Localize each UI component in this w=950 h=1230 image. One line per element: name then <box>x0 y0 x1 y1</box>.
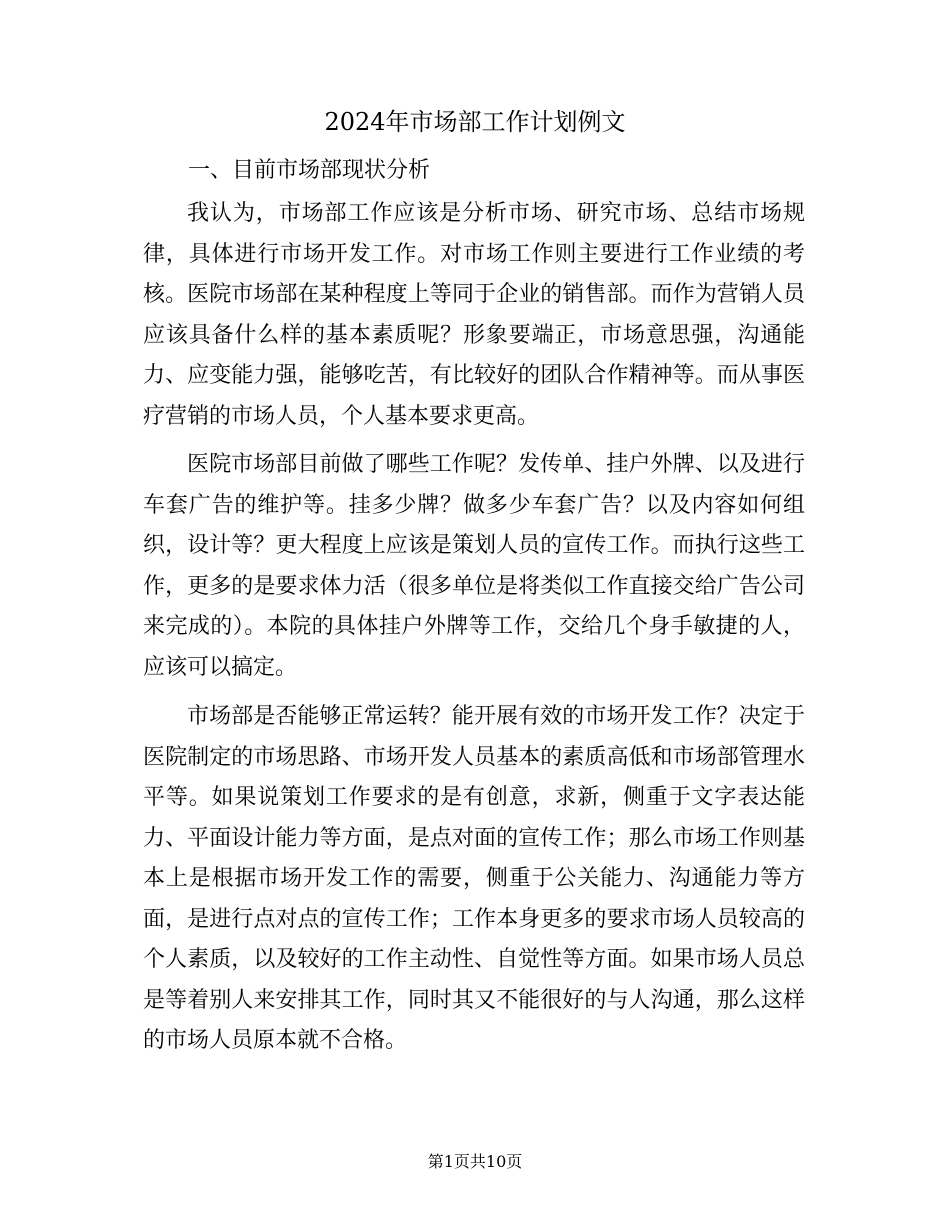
document-title: 2024年市场部工作计划例文 <box>324 108 626 136</box>
section-heading: 一、目前市场部现状分析 <box>188 158 431 183</box>
body-paragraph-3: 市场部是否能够正常运转？能开展有效的市场开发工作？决定于医院制定的市场思路、市场开发人员基本的素质高低和市场部管理水平等。如果说策划工作要求的是有创意，求新，侧重于文字表达能力、平面设计能力等方面，是点对面的宣传工作；那么市场工作则基本上是根据市场开发工作的需要，侧重于公关能力、沟通能力等方面，是进行点对点的宣传工作；工作本身更多的要求市场人员较高的个人素质，以及较好的工作主动性、自觉性等方面。如果市场人员总是等着别人来安排其工作，同时其又不能很好的与人沟通，那么这样的市场人员原本就不合格。 <box>143 704 805 1053</box>
body-paragraph-1: 我认为，市场部工作应该是分析市场、研究市场、总结市场规律，具体进行市场开发工作。对市场工作则主要进行工作业绩的考核。医院市场部在某种程度上等同于企业的销售部。而作为营销人员应该具备什么样的基本素质呢？形象要端正，市场意思强，沟通能力、应变能力强，能够吃苦，有比较好的团队合作精神等。而从事医疗营销的市场人员，个人基本要求更高。 <box>143 201 805 429</box>
page-footer: 第1页共10页 <box>427 1152 523 1171</box>
body-paragraph-2: 医院市场部目前做了哪些工作呢？发传单、挂户外牌、以及进行车套广告的维护等。挂多少牌？做多少车套广告？以及内容如何组织，设计等？更大程度上应该是策划人员的宣传工作。而执行这些工作，更多的是要求体力活（很多单位是将类似工作直接交给广告公司来完成的）。本院的具体挂户外牌等工作，交给几个身手敏捷的人，应该可以搞定。 <box>143 452 805 680</box>
